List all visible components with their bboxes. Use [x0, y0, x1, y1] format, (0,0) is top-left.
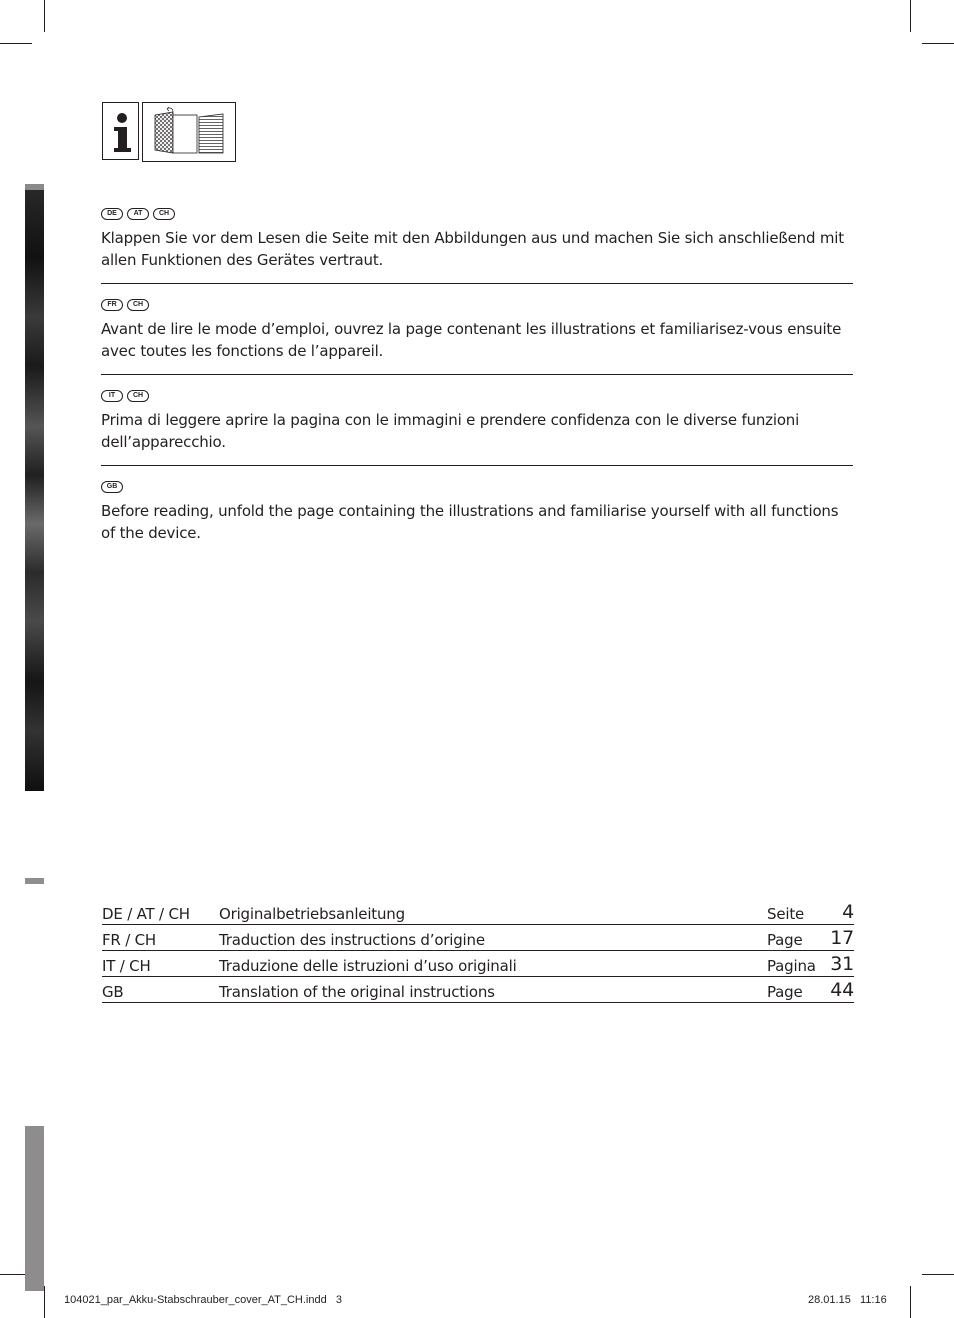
toc-title: Traduzione delle istruzioni d’uso originali	[219, 957, 517, 975]
language-badges	[101, 389, 853, 403]
toc-language: DE / AT / CH	[102, 905, 190, 923]
language-badge: CH	[127, 390, 149, 402]
toc-title: Translation of the original instructions	[219, 983, 495, 1001]
language-badge: AT	[127, 208, 149, 220]
intro-section-fr	[101, 298, 853, 362]
table-of-contents	[102, 899, 854, 1003]
info-icon	[102, 102, 139, 160]
crop-mark	[922, 1274, 954, 1275]
language-badge: IT	[101, 390, 123, 402]
intro-text: Avant de lire le mode d’emploi, ouvrez la page contenant les illustrations et familiarisez-vous ensuite avec toutes les fonctions de l’appareil.	[101, 320, 842, 360]
side-gray-bar	[25, 1126, 44, 1291]
language-badges	[101, 207, 853, 221]
footer-filename: 104021_par_Akku-Stabschrauber_cover_AT_CH.indd 3	[64, 1294, 343, 1306]
footer-datetime: 28.01.15 11:16	[808, 1294, 887, 1306]
language-badge: FR	[101, 299, 123, 311]
toc-title: Originalbetriebsanleitung	[219, 905, 405, 923]
section-divider	[101, 465, 853, 466]
intro-section-de	[101, 207, 853, 271]
toc-page-number: 17	[830, 927, 854, 949]
toc-page-number: 44	[830, 979, 854, 1001]
crop-mark	[922, 43, 954, 44]
side-color-bar	[25, 184, 44, 791]
toc-language: IT / CH	[102, 957, 151, 975]
intro-section-it	[101, 389, 853, 453]
section-divider	[101, 374, 853, 375]
toc-page-number: 31	[830, 953, 854, 975]
toc-page-label: Pagina	[767, 957, 816, 975]
side-color-tab	[25, 878, 44, 884]
language-badge: CH	[127, 299, 149, 311]
fold-out-page-icon	[142, 102, 236, 162]
toc-row[interactable]	[102, 977, 854, 1003]
language-badge: CH	[153, 208, 175, 220]
crop-mark	[910, 0, 911, 32]
crop-mark	[910, 1286, 911, 1318]
language-badge: DE	[101, 208, 123, 220]
toc-row[interactable]	[102, 925, 854, 951]
section-divider	[101, 283, 853, 284]
intro-text: Klappen Sie vor dem Lesen die Seite mit den Abbildungen aus und machen Sie sich anschließend mit allen Funktionen des Gerätes vertraut.	[101, 229, 844, 269]
toc-row[interactable]	[102, 951, 854, 977]
crop-mark	[0, 43, 32, 44]
intro-section-gb	[101, 480, 853, 544]
intro-text: Prima di leggere aprire la pagina con le immagini e prendere confidenza con le diverse funzioni dell’apparecchio.	[101, 411, 800, 451]
toc-language: GB	[102, 983, 124, 1001]
toc-title: Traduction des instructions d’origine	[219, 931, 485, 949]
toc-page-label: Page	[767, 983, 803, 1001]
language-badge: GB	[101, 481, 123, 493]
toc-page-label: Seite	[767, 905, 805, 923]
toc-page-label: Page	[767, 931, 803, 949]
toc-language: FR / CH	[102, 931, 156, 949]
toc-row[interactable]	[102, 899, 854, 925]
crop-mark	[44, 0, 45, 32]
language-badges	[101, 298, 853, 312]
crop-mark	[44, 1286, 45, 1318]
toc-page-number: 4	[842, 901, 854, 923]
language-badges	[101, 480, 853, 494]
intro-text: Before reading, unfold the page containing the illustrations and familiarise yourself with all functions of the device.	[101, 502, 839, 542]
